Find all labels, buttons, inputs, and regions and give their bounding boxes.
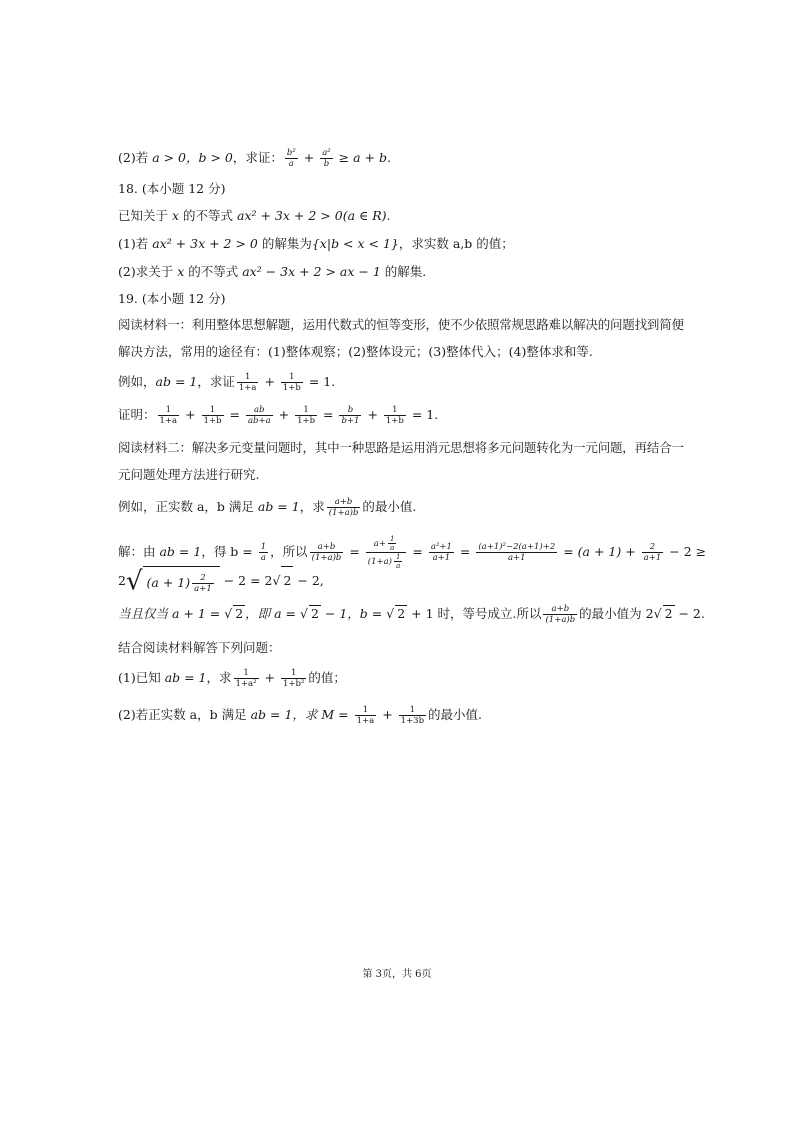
text: 的值； <box>308 670 346 685</box>
fraction <box>384 405 406 426</box>
text: (1)若 <box>118 236 153 251</box>
page-footer: 第 3页，共 6页 <box>362 969 432 980</box>
fraction <box>202 405 224 426</box>
q18-title: 18. (本小题 12 分) <box>118 181 226 196</box>
solution-line2 <box>118 566 324 597</box>
text: 的最小值. <box>428 707 483 722</box>
denominator: (1+a)b <box>545 615 576 625</box>
numerator: b <box>339 405 361 416</box>
radicand: 2 <box>664 606 673 621</box>
op: + <box>181 407 200 422</box>
denominator: 1+b <box>282 383 301 393</box>
text: 例如，正实数 a，b 满足 <box>118 499 258 514</box>
text: ，所以 <box>270 544 308 559</box>
numerator: 1 <box>395 553 401 561</box>
numerator: 1 <box>295 405 317 416</box>
op: = <box>345 544 364 559</box>
text: 的解集为 <box>257 236 312 251</box>
denominator: a+1 <box>194 584 212 594</box>
text: ，得 b = <box>201 544 257 559</box>
denominator: b+1 <box>341 416 360 426</box>
denominator: 1+a <box>159 416 178 426</box>
denominator: 1+3b <box>400 716 425 726</box>
radicand: 2 <box>310 606 319 621</box>
fraction <box>642 542 664 563</box>
op: = <box>319 407 338 422</box>
q18-stem <box>118 208 390 224</box>
denominator: a <box>260 553 266 563</box>
fraction <box>320 148 332 169</box>
denominator: a+1 <box>432 553 451 563</box>
denominator: a <box>390 544 395 552</box>
fraction <box>310 542 344 563</box>
math: ab = 1 <box>164 670 207 685</box>
numerator: (a+1)²−2(a+1)+2 <box>478 542 556 552</box>
math: x <box>177 264 185 279</box>
text: ，求证： <box>232 150 283 165</box>
numerator: 1 <box>384 405 406 416</box>
text: (1)已知 <box>118 670 165 685</box>
denominator: (1+a)b <box>328 508 359 518</box>
numerator: a²+1 <box>430 542 452 552</box>
fraction <box>281 668 306 689</box>
math: ax² − 3x + 2 > ax − 1 <box>242 264 381 279</box>
fraction <box>429 542 454 563</box>
q18-part2 <box>118 264 426 280</box>
radical-sign: √ <box>272 573 281 588</box>
numerator: 1 <box>281 372 303 383</box>
math: − 2, <box>293 573 324 588</box>
fraction <box>327 497 361 518</box>
text: 的不等式 <box>184 264 243 279</box>
text: 证明： <box>118 407 156 422</box>
numerator: 1 <box>355 705 377 716</box>
material2-line1: 阅读材料二：解决多元变量问题时，其中一种思路是运用消元思想将多元问题转化为一元问题，再结合一 <box>118 440 684 455</box>
denominator: a+1 <box>643 553 662 563</box>
text: 的最小值为 2 <box>579 606 654 621</box>
radical-sign: √ <box>300 606 308 621</box>
math: − 2 = 2 <box>219 573 273 588</box>
numerator: 1 <box>202 405 224 416</box>
denominator: b <box>323 159 330 169</box>
math: x <box>171 208 180 223</box>
math: ，即 a = <box>245 606 301 621</box>
text: ，求实数 a,b 的值； <box>398 236 514 251</box>
op: + <box>260 374 279 389</box>
text: 的最小值. <box>362 499 417 514</box>
fraction <box>399 705 426 726</box>
op: + <box>378 707 397 722</box>
math: − 2. <box>674 606 705 621</box>
math: (a ∈ R). <box>342 208 391 223</box>
radical-sign: √ <box>386 606 395 621</box>
numerator: ab <box>246 405 273 416</box>
fraction <box>158 405 180 426</box>
numerator: a+b <box>543 604 577 615</box>
denominator: a+1 <box>507 553 526 563</box>
fraction <box>237 372 259 393</box>
text: 解：由 <box>118 544 160 559</box>
radical-sign: √ <box>224 606 233 621</box>
math: = 1. <box>407 407 439 422</box>
radicand: 2 <box>281 566 293 595</box>
example1 <box>118 372 335 393</box>
math: ≥ a + b. <box>334 150 391 165</box>
text: (2)若正实数 a，b 满足 <box>118 707 251 722</box>
denominator: a <box>396 562 401 570</box>
math: ax² + 3x + 2 > 0 <box>237 208 343 223</box>
fraction <box>295 405 317 426</box>
text: 例如， <box>118 374 156 389</box>
text: (1+a) <box>367 557 392 567</box>
radicand: 2 <box>397 606 406 621</box>
text: a+ <box>373 539 386 549</box>
numerator: 2 <box>642 542 664 553</box>
denominator: 1+b <box>297 416 316 426</box>
text: ，求 <box>299 499 325 514</box>
math: ab = 1 <box>159 544 202 559</box>
math: = (a + 1) + <box>559 544 640 559</box>
fraction <box>543 604 577 625</box>
radical-sign: √ <box>653 606 662 621</box>
text: ，求证 <box>197 374 235 389</box>
numerator: 1 <box>281 668 306 679</box>
fraction <box>366 535 407 570</box>
op: = <box>225 407 244 422</box>
text: + 1 时，等号成立.所以 <box>407 606 542 621</box>
fraction <box>234 668 259 689</box>
math: − 2 ≥ <box>665 544 707 559</box>
q18-part1 <box>118 236 514 252</box>
numerator: 1 <box>389 535 395 543</box>
denominator: 1+b <box>203 416 222 426</box>
math: a > 0，b > 0 <box>152 150 233 165</box>
math: ab = 1 <box>257 499 300 514</box>
radicand <box>143 566 220 597</box>
numerator: a+b <box>310 542 344 553</box>
q19-part2 <box>118 705 482 726</box>
numerator: 2 <box>192 573 214 584</box>
q17-part2 <box>118 148 391 169</box>
fraction <box>339 405 361 426</box>
solution-line1 <box>118 535 706 570</box>
text: 的解集. <box>380 264 427 279</box>
fraction <box>388 535 396 552</box>
op: = <box>455 544 475 559</box>
text: 的不等式 <box>179 208 237 223</box>
op: = <box>408 544 427 559</box>
material1-line2: 解决方法，常用的途径有：(1)整体观察；(2)整体设元；(3)整体代入；(4)整体求和等. <box>118 344 593 359</box>
fraction <box>259 542 268 563</box>
math: ab = 1 <box>155 374 198 389</box>
math: (a + 1) <box>146 575 191 590</box>
math: 2 <box>118 573 126 588</box>
op: + <box>274 407 294 422</box>
proof <box>118 405 438 426</box>
numerator: a² <box>322 148 331 158</box>
op: + <box>260 670 279 685</box>
q19-part1 <box>118 668 346 689</box>
math: ，求 M = <box>292 707 353 722</box>
numerator: 1 <box>260 542 267 552</box>
example2 <box>118 497 416 518</box>
material1-line1: 阅读材料一：利用整体思想解题，运用代数式的恒等变形，使不少依照常规思路难以解决的问题找到简便 <box>118 317 684 332</box>
numerator: 1 <box>399 705 426 716</box>
math: = 1. <box>304 374 336 389</box>
numerator: b² <box>286 148 296 158</box>
text: (2)求关于 <box>118 264 178 279</box>
math: {x|b < x < 1} <box>311 236 399 251</box>
numerator <box>366 535 407 553</box>
numerator: 1 <box>158 405 180 416</box>
fraction <box>355 705 377 726</box>
numerator: 1 <box>234 668 259 679</box>
fraction <box>285 148 298 169</box>
denominator: a <box>288 159 294 169</box>
combine-prompt: 结合阅读材料解答下列问题： <box>118 640 281 655</box>
denominator: 1+b² <box>282 679 305 689</box>
material2-line2: 元问题处理方法进行研究. <box>118 467 260 482</box>
denominator <box>366 553 407 570</box>
fraction <box>281 372 303 393</box>
denominator: (1+a)b <box>311 553 342 563</box>
fraction <box>476 542 557 563</box>
math: − 1，b = <box>320 606 387 621</box>
fraction <box>394 553 402 570</box>
text: 已知关于 <box>118 208 172 223</box>
radical-sign: √ <box>125 566 143 597</box>
fraction <box>246 405 273 426</box>
q19-title: 19. (本小题 12 分) <box>118 291 226 306</box>
op: + <box>299 150 319 165</box>
denominator: 1+a <box>356 716 375 726</box>
fraction <box>192 573 214 594</box>
numerator: 1 <box>237 372 259 383</box>
radicand: 2 <box>235 606 244 621</box>
op: + <box>363 407 382 422</box>
math: ax² + 3x + 2 > 0 <box>152 236 258 251</box>
text: ，求 <box>206 670 232 685</box>
denominator: 1+b <box>385 416 404 426</box>
denominator: ab+a <box>247 416 271 426</box>
solution-line3 <box>118 604 705 625</box>
math: ab = 1 <box>250 707 293 722</box>
numerator: a+b <box>327 497 361 508</box>
denominator: 1+a² <box>235 679 257 689</box>
denominator: 1+a <box>238 383 257 393</box>
text: (2)若 <box>118 150 153 165</box>
math: 当且仅当 a + 1 = <box>118 606 225 621</box>
